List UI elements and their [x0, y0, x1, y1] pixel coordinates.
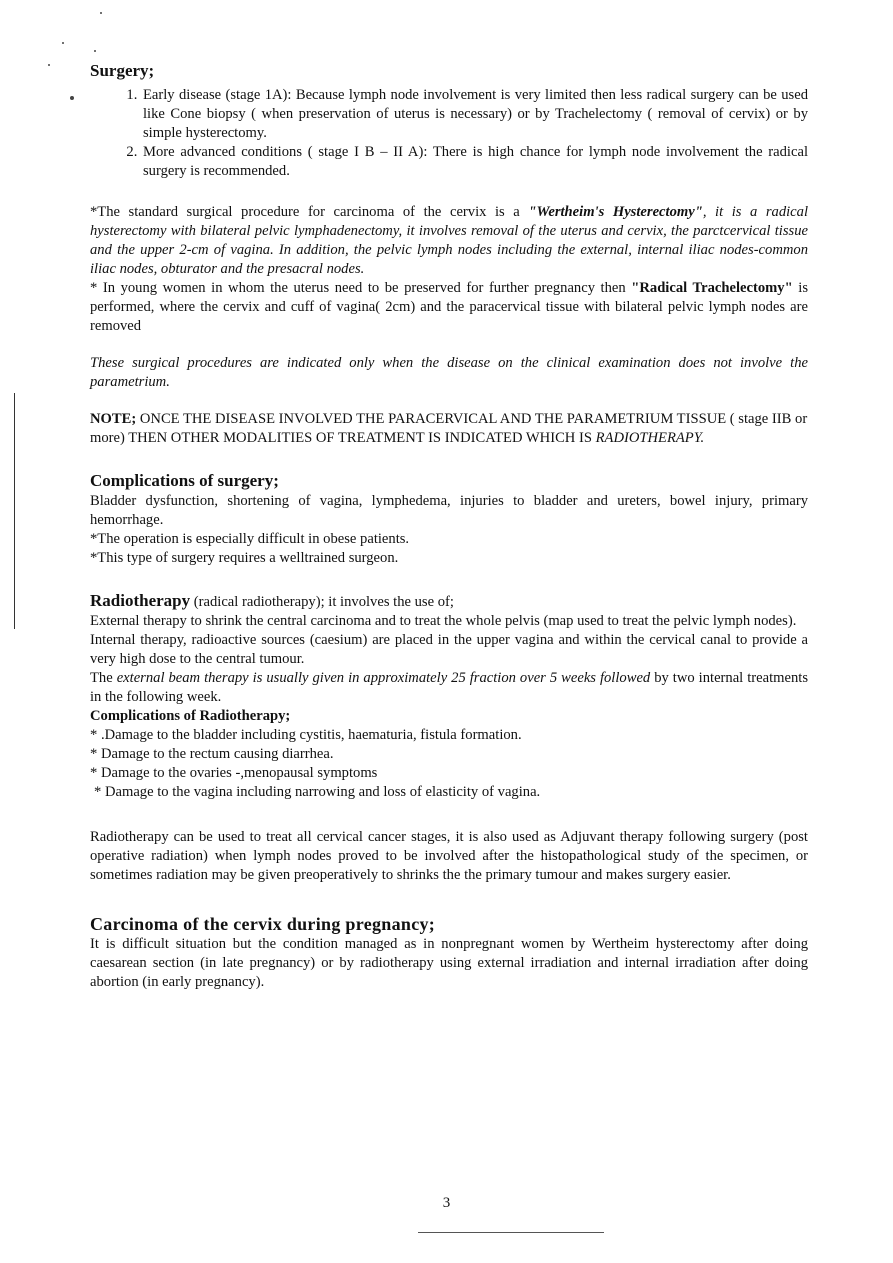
standard-procedure-paragraph — [90, 203, 808, 279]
beam-therapy-paragraph — [90, 669, 808, 707]
radiotherapy-heading: Radiotherapy — [90, 591, 191, 610]
wertheim-term: "Wertheim's Hysterectomy" — [528, 204, 703, 220]
trained-surgeon-note: *This type of surgery requires a welltrained surgeon. — [90, 550, 399, 566]
radiotherapy-heading-line — [90, 590, 808, 612]
scan-speck — [70, 96, 74, 100]
complications-surgery-heading: Complications of surgery; — [90, 471, 279, 490]
scan-speck — [100, 12, 102, 14]
young-women-intro: * In young women in whom the uterus need to be preserved for further pregnancy then — [90, 280, 632, 296]
radiotherapy-heading-rest: (radical radiotherapy); it involves the use of; — [190, 594, 454, 610]
trachelectomy-description: is performed, where the cervix and cuff of vagina( 2cm) and the paracervical tissue with bilateral pelvic lymph nodes are removed — [90, 280, 809, 334]
standard-procedure-description: , it is a radical hysterectomy with bilateral pelvic lymphadenectomy, it involves removal of the uterus and cervix, the parctcervical tissue and the upper 2-cm of vagina. In addition, the pelvic lymph nodes including the external, internal iliac nodes-common iliac nodes, obturator and the presacral nodes. — [90, 204, 809, 277]
radiotherapy-complication-item: * Damage to the ovaries -,menopausal symptoms — [90, 765, 378, 781]
beam-therapy-prefix: The — [90, 670, 117, 686]
obese-patients-note: *The operation is especially difficult in obese patients. — [90, 531, 410, 547]
surgery-list — [90, 86, 808, 181]
page-number: 3 — [442, 1195, 451, 1211]
surgery-item-2: 2. More advanced conditions ( stage I B – II A): There is high chance for lymph node involvement the radical surgery is recommended. — [141, 143, 808, 181]
surgery-heading: Surgery; — [90, 61, 155, 80]
radical-trachelectomy-paragraph — [90, 279, 808, 336]
pregnancy-paragraph: It is difficult situation but the condition managed as in nonpregnant women by Wertheim hysterectomy after doing caesarean section (in late pregnancy) or by radiotherapy using external irradiation and internal irradiation after doing abortion (in early pregnancy). — [90, 936, 808, 990]
radiotherapy-stages-paragraph: Radiotherapy can be used to treat all cervical cancer stages, it is also used as Adjuvant therapy following surgery (post operative radiation) when lymph nodes proved to be involved after the histopathological study of the specimen, or sometimes radiation may be given preoperatively to shrinks the the primary tumour and makes surgery easier. — [90, 829, 808, 883]
scan-speck — [48, 64, 50, 66]
footer-rule — [418, 1232, 604, 1233]
scan-speck — [94, 50, 96, 52]
scan-speck — [62, 42, 64, 44]
note-paragraph — [90, 410, 808, 448]
pregnancy-heading: Carcinoma of the cervix during pregnancy; — [90, 914, 436, 934]
radiotherapy-complication-item: * Damage to the vagina including narrowing and loss of elasticity of vagina. — [94, 784, 541, 800]
radiotherapy-complication-item: * .Damage to the bladder including cystitis, haematuria, fistula formation. — [90, 727, 522, 743]
beam-therapy-italic: external beam therapy is usually given in approximately 25 fraction over 5 weeks followed — [116, 670, 651, 686]
note-radiotherapy: RADIOTHERAPY. — [595, 430, 705, 446]
radical-trachelectomy-term: "Radical Trachelectomy" — [631, 280, 793, 296]
note-label: NOTE; — [90, 411, 137, 427]
complications-surgery-list-text: Bladder dysfunction, shortening of vagina, lymphedema, injuries to bladder and ureters, bowel injury, primary hemorrhage. — [90, 493, 808, 528]
internal-therapy-paragraph: Internal therapy, radioactive sources (caesium) are placed in the upper vagina and within the cervical canal to provide a very high dose to the central tumour. — [90, 632, 808, 667]
radiotherapy-complication-item: * Damage to the rectum causing diarrhea. — [90, 746, 334, 762]
note-text: ONCE THE DISEASE INVOLVED THE PARACERVICAL AND THE PARAMETRIUM TISSUE ( stage IIB or more) THEN OTHER MODALITIES OF TREATMENT IS INDICATED WHICH IS — [90, 411, 808, 446]
external-therapy-paragraph: External therapy to shrink the central carcinoma and to treat the whole pelvis (map used to treat the pelvic lymph nodes). — [90, 613, 797, 629]
surgery-item-1: 1. Early disease (stage 1A): Because lymph node involvement is very limited then less radical surgery can be used like Cone biopsy ( when preservation of uterus is necessary) or by Trachelectomy ( removal of cervix) or by simple hysterectomy. — [141, 86, 808, 143]
indication-note: These surgical procedures are indicated only when the disease on the clinical examination does not involve the parametrium. — [90, 355, 808, 390]
standard-procedure-intro: *The standard surgical procedure for carcinoma of the cervix is a — [90, 204, 529, 220]
beam-therapy-rest: by two internal treatments in the following week. — [90, 670, 809, 705]
radiotherapy-complications-heading: Complications of Radiotherapy; — [90, 708, 291, 724]
page-content — [90, 60, 808, 992]
scan-margin-line — [14, 393, 15, 629]
